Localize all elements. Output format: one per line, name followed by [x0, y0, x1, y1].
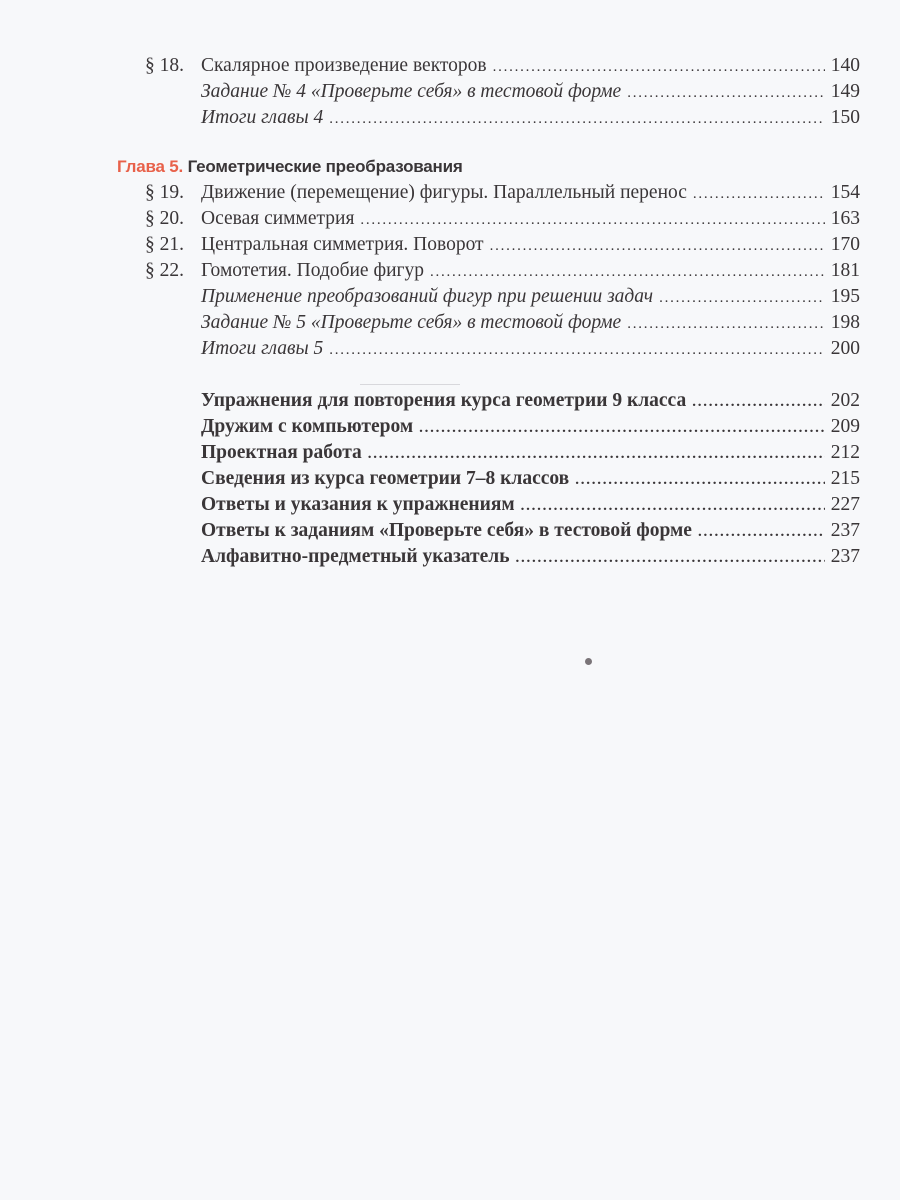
page-number: 154 [830, 182, 860, 203]
page-number: 149 [830, 81, 860, 102]
page-number: 198 [830, 312, 860, 333]
entry-title: Скалярное произведение векторов [201, 55, 487, 76]
toc-entry [201, 310, 860, 337]
chapter-name: Геометрические преобразования [187, 157, 463, 176]
print-smudge [585, 658, 592, 665]
toc-entry [201, 105, 860, 132]
dot-leader [493, 54, 825, 80]
dot-leader [360, 207, 824, 233]
entry-title: Итоги главы 5 [201, 338, 324, 359]
toc-entry [145, 232, 860, 259]
toc-entry [201, 79, 860, 106]
toc-entry [145, 258, 860, 285]
toc-entry [201, 440, 860, 467]
page-number: 209 [830, 416, 860, 437]
dot-leader [329, 337, 824, 363]
page-number: 195 [830, 286, 860, 307]
section-number: § 18. [145, 55, 184, 76]
entry-title: Дружим с компьютером [201, 416, 414, 437]
dot-leader [516, 545, 825, 571]
toc-entry [201, 414, 860, 441]
entry-title: Осевая симметрия [201, 208, 355, 229]
dot-leader [693, 181, 825, 207]
page-number: 215 [830, 468, 860, 489]
dot-leader [419, 415, 825, 441]
entry-title: Задание № 4 «Проверьте себя» в тестовой форме [201, 81, 622, 102]
entry-title: Применение преобразований фигур при решении задач [201, 286, 654, 307]
page-number: 202 [830, 390, 860, 411]
page-number: 140 [830, 55, 860, 76]
chapter-heading [117, 156, 463, 178]
dot-leader [692, 389, 825, 415]
dot-leader [698, 519, 825, 545]
dot-leader [521, 493, 825, 519]
page-number: 163 [830, 208, 860, 229]
dot-leader [575, 467, 825, 493]
entry-title: Ответы и указания к упражнениям [201, 494, 515, 515]
entry-title: Гомотетия. Подобие фигур [201, 260, 425, 281]
entry-title: Ответы к заданиям «Проверьте себя» в тестовой форме [201, 520, 692, 541]
entry-title: Центральная симметрия. Поворот [201, 234, 484, 255]
page-number: 181 [830, 260, 860, 281]
entry-title: Сведения из курса геометрии 7–8 классов [201, 468, 570, 489]
toc-entry [201, 388, 860, 415]
toc-entry [201, 466, 860, 493]
section-number: § 19. [145, 182, 184, 203]
toc-entry [201, 544, 860, 571]
page-number: 237 [830, 546, 860, 567]
toc-entry [201, 284, 860, 311]
page-number: 237 [830, 520, 860, 541]
toc-entry [145, 53, 860, 80]
toc-entry [145, 206, 860, 233]
toc-entry [201, 518, 860, 545]
chapter-label: Глава 5. [117, 157, 184, 176]
page-number: 212 [830, 442, 860, 463]
section-number: § 22. [145, 260, 184, 281]
dot-leader [627, 311, 825, 337]
entry-title: Алфавитно-предметный указатель [201, 546, 510, 567]
page-number: 227 [830, 494, 860, 515]
dot-leader [368, 441, 825, 467]
dot-leader [329, 106, 824, 132]
entry-title: Движение (перемещение) фигуры. Параллельный перенос [201, 182, 687, 203]
toc-entry [201, 492, 860, 519]
toc-entry [201, 336, 860, 363]
divider [360, 384, 460, 385]
page-number: 200 [830, 338, 860, 359]
page-number: 150 [830, 107, 860, 128]
entry-title: Итоги главы 4 [201, 107, 324, 128]
toc-entry [145, 180, 860, 207]
page-number: 170 [830, 234, 860, 255]
entry-title: Проектная работа [201, 442, 362, 463]
dot-leader [659, 285, 825, 311]
entry-title: Задание № 5 «Проверьте себя» в тестовой форме [201, 312, 622, 333]
dot-leader [430, 259, 825, 285]
section-number: § 20. [145, 208, 184, 229]
dot-leader [490, 233, 825, 259]
dot-leader [627, 80, 825, 106]
entry-title: Упражнения для повторения курса геометрии 9 класса [201, 390, 687, 411]
section-number: § 21. [145, 234, 184, 255]
